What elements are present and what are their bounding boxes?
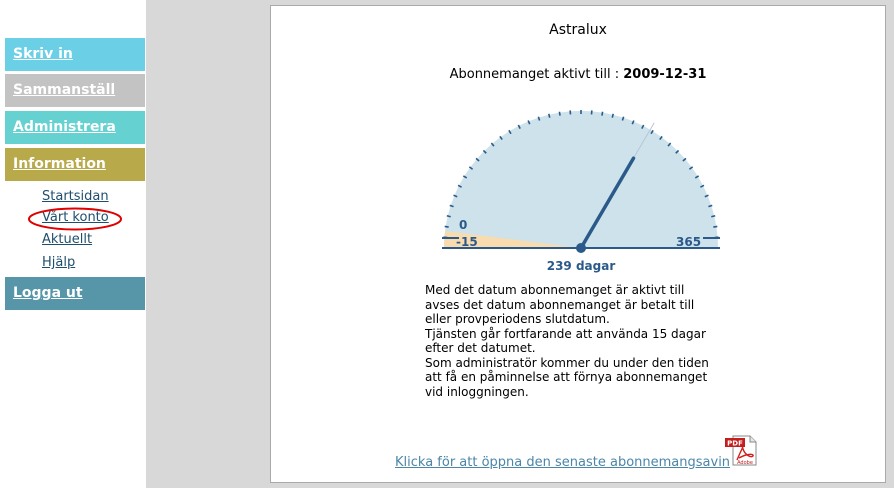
description-line: att få en påminnelse att förnya abonnemanget: [425, 370, 708, 384]
subscription-date: 2009-12-31: [623, 67, 707, 82]
gauge-tick: [713, 226, 717, 227]
description-line: Med det datum abonnemanget är aktivt till: [425, 283, 685, 297]
gauge-value-label: 239 dagar: [546, 259, 616, 273]
description-line: Som administratör kommer du under den tiden: [425, 355, 709, 370]
nav-write-in[interactable]: Skriv in: [5, 38, 145, 71]
gauge-tick: [559, 112, 560, 116]
sub-item-start[interactable]: Startsidan: [42, 189, 109, 204]
gauge-tick: [612, 114, 613, 118]
description-line: efter det datumet.: [425, 341, 536, 355]
description-line: eller provperiodens slutdatum.: [425, 312, 610, 326]
gauge-max-label: 365: [676, 235, 702, 249]
sub-item-help[interactable]: Hjälp: [42, 255, 76, 270]
pdf-badge-text: PDF: [727, 439, 743, 448]
pdf-brand-text: Adobe: [737, 460, 753, 466]
gauge-tick: [445, 226, 449, 227]
subscription-gauge: [439, 106, 723, 281]
description-line: vid inloggningen.: [425, 384, 529, 399]
sub-item-our-account[interactable]: Vårt konto: [42, 210, 109, 225]
gauge-face: [444, 111, 718, 248]
nav-logout[interactable]: Logga ut: [5, 277, 145, 310]
sub-item-current[interactable]: Aktuellt: [42, 232, 93, 247]
sidebar: [0, 0, 146, 488]
description-line: Tjänsten går fortfarande att använda 15 dagar: [425, 326, 706, 341]
gauge-min-label: -15: [456, 235, 478, 249]
description-text: [425, 283, 735, 399]
description-line: avses det datum abonnemanget är betalt till: [425, 297, 695, 312]
gauge-tick: [602, 112, 603, 116]
account-panel: [270, 5, 886, 483]
nav-administer[interactable]: Administrera: [5, 111, 145, 144]
open-invoice-link[interactable]: Klicka för att öppna den senaste abonnemangsavin: [395, 455, 731, 470]
highlight-ring: [26, 206, 124, 232]
subscription-line: [271, 67, 885, 82]
subscription-label: Abonnemanget aktivt till :: [449, 67, 624, 82]
nav-compile[interactable]: Sammanställ: [5, 74, 145, 107]
gauge-tick: [711, 216, 715, 217]
panel-title: Astralux: [549, 22, 607, 38]
gauge-tick: [549, 114, 550, 118]
nav-information[interactable]: Information: [5, 148, 145, 181]
pdf-icon[interactable]: [724, 434, 758, 466]
gauge-zero-label: 0: [459, 218, 468, 232]
gauge-tick: [447, 216, 451, 217]
gauge-hub: [576, 243, 586, 253]
